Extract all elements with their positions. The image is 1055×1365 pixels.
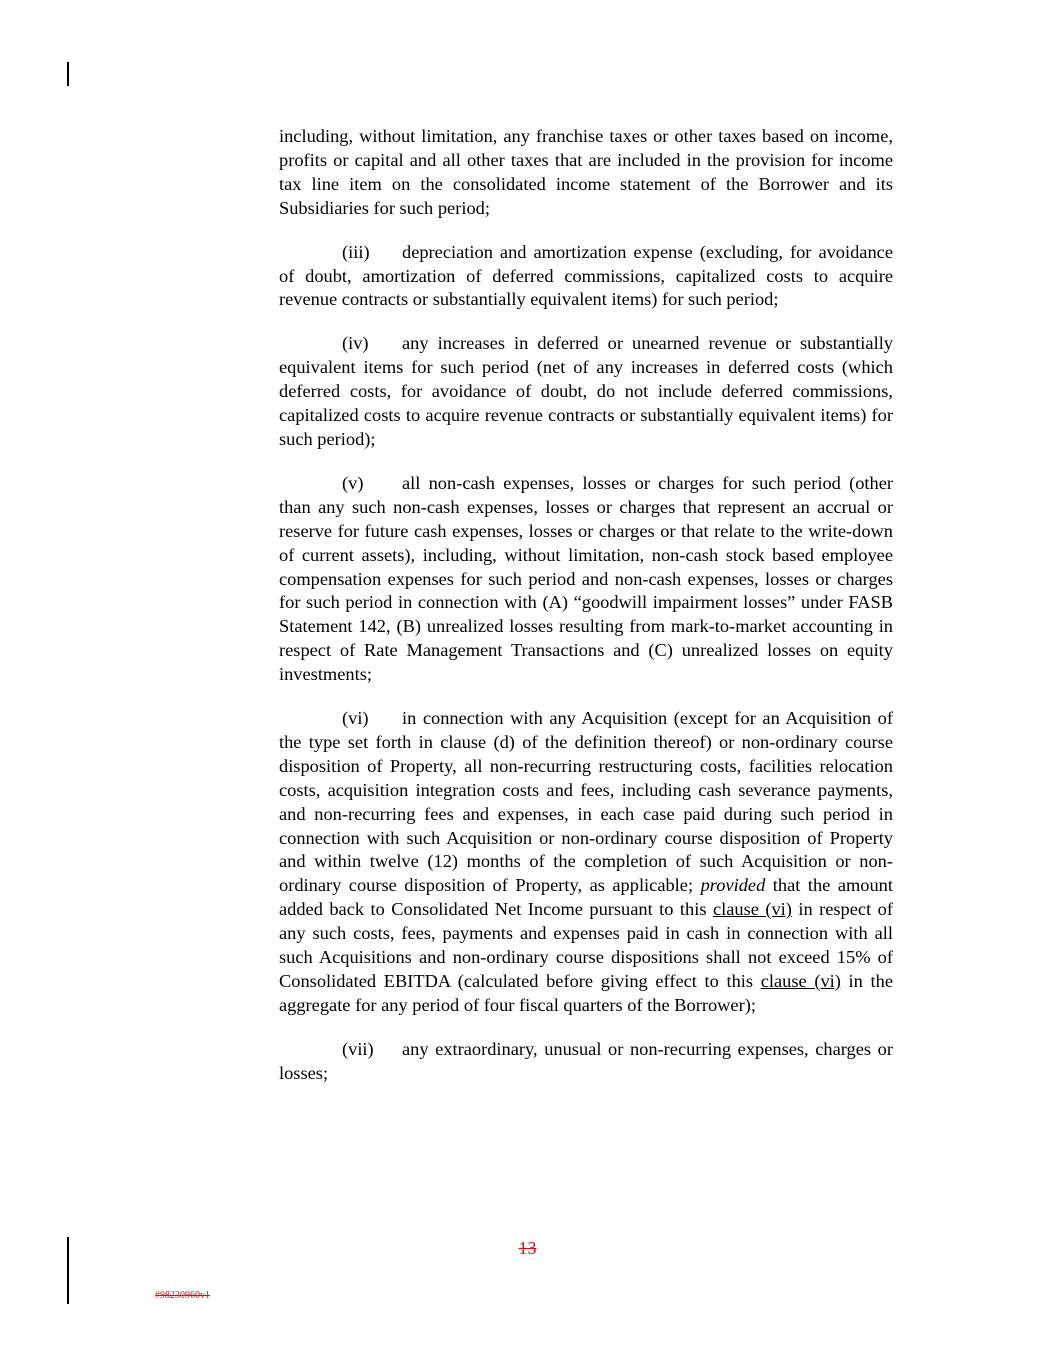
paragraph-v	[279, 472, 893, 687]
paragraph-text: all non-cash expenses, losses or charges for such period (other than any such non-cash expenses, losses or charges that represent an accrual or reserve for future cash expenses, losses or charges or that relate to the write-down of current assets), including, without limitation, non-cash stock based employee compensation expenses for such period and non-cash expenses, losses or charges for such period in connection with (A) “goodwill impairment losses” under FASB Statement 142, (B) unrealized losses resulting from mark-to-market accounting in respect of Rate Management Transactions and (C) unrealized losses on equity investments;	[279, 472, 893, 685]
clause-number: (vii)	[342, 1038, 374, 1059]
paragraph-text: in respect of any such costs, fees, payments and expenses paid in cash in connection with all such Acquisitions and non-ordinary course dispositions shall not exceed 15% of Consolidated EBITDA (calculated before giving effect to this	[279, 899, 893, 991]
body-text	[279, 125, 893, 1106]
provided-term: provided	[700, 875, 766, 896]
clause-number: (vi)	[342, 708, 369, 729]
paragraph-text: that the amount added back to Consolidated Net Income pursuant to this	[279, 875, 893, 920]
clause-number: (iv)	[342, 333, 369, 354]
paragraph-text: depreciation and amortization expense (excluding, for avoidance of doubt, amortization of deferred commissions, capitalized costs to acquire revenue contracts or substantially equivalent items) for such period;	[279, 241, 893, 310]
paragraph-text: including, without limitation, any franchise taxes or other taxes based on income, profits or capital and all other taxes that are included in the provision for income tax line item on the consolidated income statement of the Borrower and its Subsidiaries for such period;	[279, 126, 893, 218]
clause-reference: clause (vi)	[712, 899, 792, 920]
document-id: #98230960v1	[155, 1290, 210, 1301]
paragraph-text: any extraordinary, unusual or non-recurring expenses, charges or losses;	[279, 1038, 893, 1083]
clause-reference: clause (vi)	[760, 971, 841, 991]
paragraph-iv	[279, 332, 893, 452]
paragraph-iii	[279, 241, 893, 313]
paragraph-text: any increases in deferred or unearned revenue or substantially equivalent items for such period (net of any increases in deferred costs (which deferred costs, for avoidance of doubt, do not include deferred commissions, capitalized costs to acquire revenue contracts or substantially equivalent items) for such period);	[279, 333, 893, 449]
paragraph-continuation	[279, 125, 893, 221]
paragraph-vi	[279, 707, 893, 1018]
clause-number: (v)	[342, 472, 364, 493]
page-number: 13	[518, 1238, 537, 1258]
paragraph-vii	[279, 1038, 893, 1086]
paragraph-text: in connection with any Acquisition (except for an Acquisition of the type set forth in clause (d) of the definition thereof) or non-ordinary course disposition of Property, all non-recurring restructuring costs, facilities relocation costs, acquisition integration costs and fees, including cash severance payments, and non-recurring fees and expenses, in each case paid during such period in connection with such Acquisition or non-ordinary course disposition of Property and within twelve (12) months of the completion of such Acquisition or non-ordinary course disposition of Property, as applicable;	[279, 708, 893, 896]
clause-number: (iii)	[342, 241, 370, 262]
change-bar-top	[67, 62, 69, 86]
paragraph-text: in the aggregate for any period of four fiscal quarters of the Borrower);	[279, 971, 893, 1015]
